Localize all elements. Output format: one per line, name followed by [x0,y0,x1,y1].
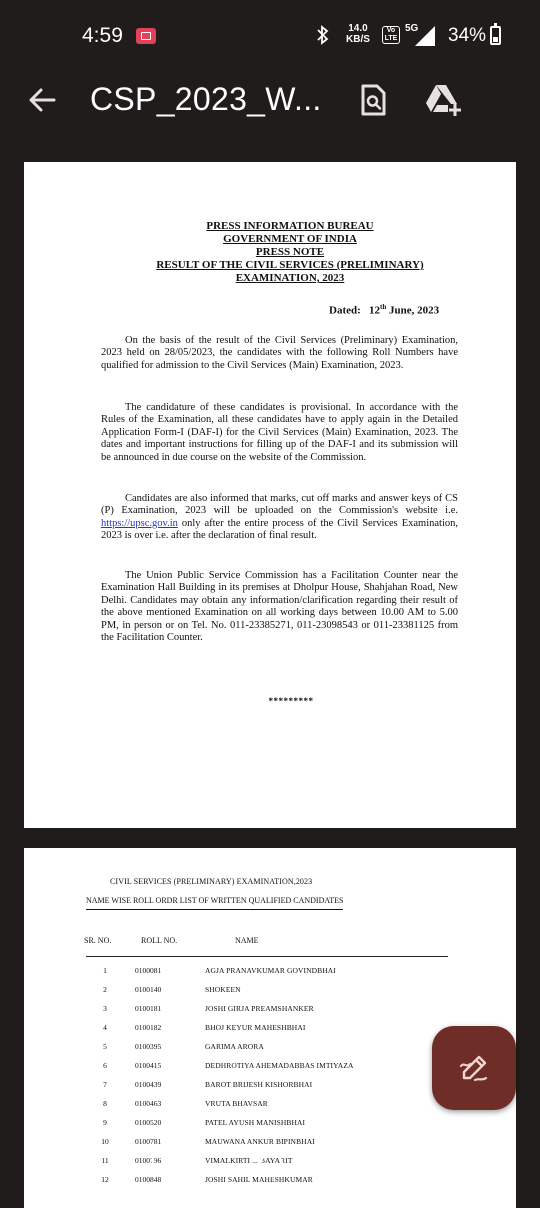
paragraph-4: The Union Public Service Commission has a Facilitation Counter near the Examination Hall Building in its premises at Dholpur House, Shahjahan Road, New Delhi. Candidates may obtain any information/clarification regarding their result of the above mentioned Examination on all working days between 10.00 AM to 5.00 PM, in person or on Tel. No. 011-23385271, 011-23098543 or 011-23381125 from the Facilitation Counter. [101,570,458,644]
add-to-drive-icon[interactable] [424,82,464,118]
table-row: 9 0100520 PATEL AYUSH MANISHBHAI [103,1118,306,1127]
list-subtitle: NAME WISE ROLL ORDR LIST OF WRITTEN QUALIFIED CANDIDATES [86,896,343,910]
table-row: 12 0100848 JOSHI SAHIL MAHESHKUMAR [101,1175,313,1184]
table-row: 3 0100181 JOSHI GIRJA PREAMSHANKER [103,1004,314,1013]
table-row: 5 0100395 GARIMA ARORA [103,1042,264,1051]
app-bar [0,72,540,128]
column-name: NAME [235,936,259,945]
dated-line: Dated: 12th June, 2023 [329,303,440,317]
signal-icon [415,26,435,46]
table-row: 4 0100182 BHOJ KEYUR MAHESHBHAI [103,1023,306,1032]
edit-button[interactable] [432,1026,516,1110]
arrow-left-icon[interactable] [24,82,60,118]
network-type: 5G [405,23,419,34]
battery-percent: 34% [448,25,487,46]
table-row: 10 0100781 MAUWANA ANKUR BIPINBHAI [101,1137,315,1146]
bluetooth-icon [316,25,330,50]
header-line-5: EXAMINATION, 2023 [235,272,345,284]
document-search-icon[interactable] [356,82,390,118]
header-line-3: PRESS NOTE [255,246,325,258]
network-speed: 14.0 KB/S [346,23,370,45]
table-row: 11 0100796 VIMALKIRTI ... BAYARIT [101,1156,293,1165]
home-icon[interactable] [257,1151,285,1179]
status-bar [0,0,540,72]
volte-icon: Vo LTE [382,26,400,44]
screen-record-icon [136,28,156,44]
column-sr-no: SR. NO. [84,936,112,945]
table-divider [86,956,448,957]
table-row: 1 0100081 AGJA PRANAVKUMAR GOVINDBHAI [103,966,336,975]
clock: 4:59 [82,24,123,47]
upsc-link[interactable]: https://upsc.gov.in [101,517,178,529]
column-roll-no: ROLL NO. [141,936,178,945]
list-title: CIVIL SERVICES (PRELIMINARY) EXAMINATION,2023 [110,877,313,886]
back-triangle-icon[interactable] [389,1152,415,1178]
edit-pen-icon [458,1052,490,1084]
system-nav-bar [0,1140,540,1200]
end-marker: ********* [268,696,314,706]
paragraph-3: Candidates are also informed that marks, cut off marks and answer keys of CS (P) Examination, 2023 will be uploaded on the Commission's website i.e. https://upsc.gov.in only after the entire process of the Civil Services Examination, 2023 is over i.e. after the declaration of final result. [101,493,458,542]
header-line-2: GOVERNMENT OF INDIA [223,233,357,245]
table-row: 8 0100463 VRUTA BHAVSAR [103,1099,268,1108]
table-row: 7 0100439 BAROT BRIJESH KISHORBHAI [103,1080,313,1089]
paragraph-1: On the basis of the result of the Civil Services (Preliminary) Examination, 2023 held on 28/05/2023, the candidates with the following Roll Numbers have qualified for admission to the Civil Services (Main) Examination, 2023. [101,335,458,371]
table-row: 2 0100140 SHOKEEN [103,985,241,994]
header-line-1: PRESS INFORMATION BUREAU [206,220,374,232]
document-title: CSP_2023_W... [90,81,322,117]
battery-icon [490,26,501,45]
paragraph-2: The candidature of these candidates is provisional. In accordance with the Rules of the Examination, all these candidates have to apply again in the Detailed Application Form-I (DAF-I) for the Civil Services (Main) Examination, 2023. The dates and important instructions for filling up of the DAF-I and its submission will be announced in due course on the website of the Commission. [101,402,458,463]
table-row: 6 0100415 DEDHROTIYA AHEMADABBAS IMTIYAZA [103,1061,354,1070]
recent-apps-icon[interactable] [131,1153,155,1177]
document-page-1[interactable] [24,162,516,828]
header-line-4: RESULT OF THE CIVIL SERVICES (PRELIMINARY) [156,259,424,271]
